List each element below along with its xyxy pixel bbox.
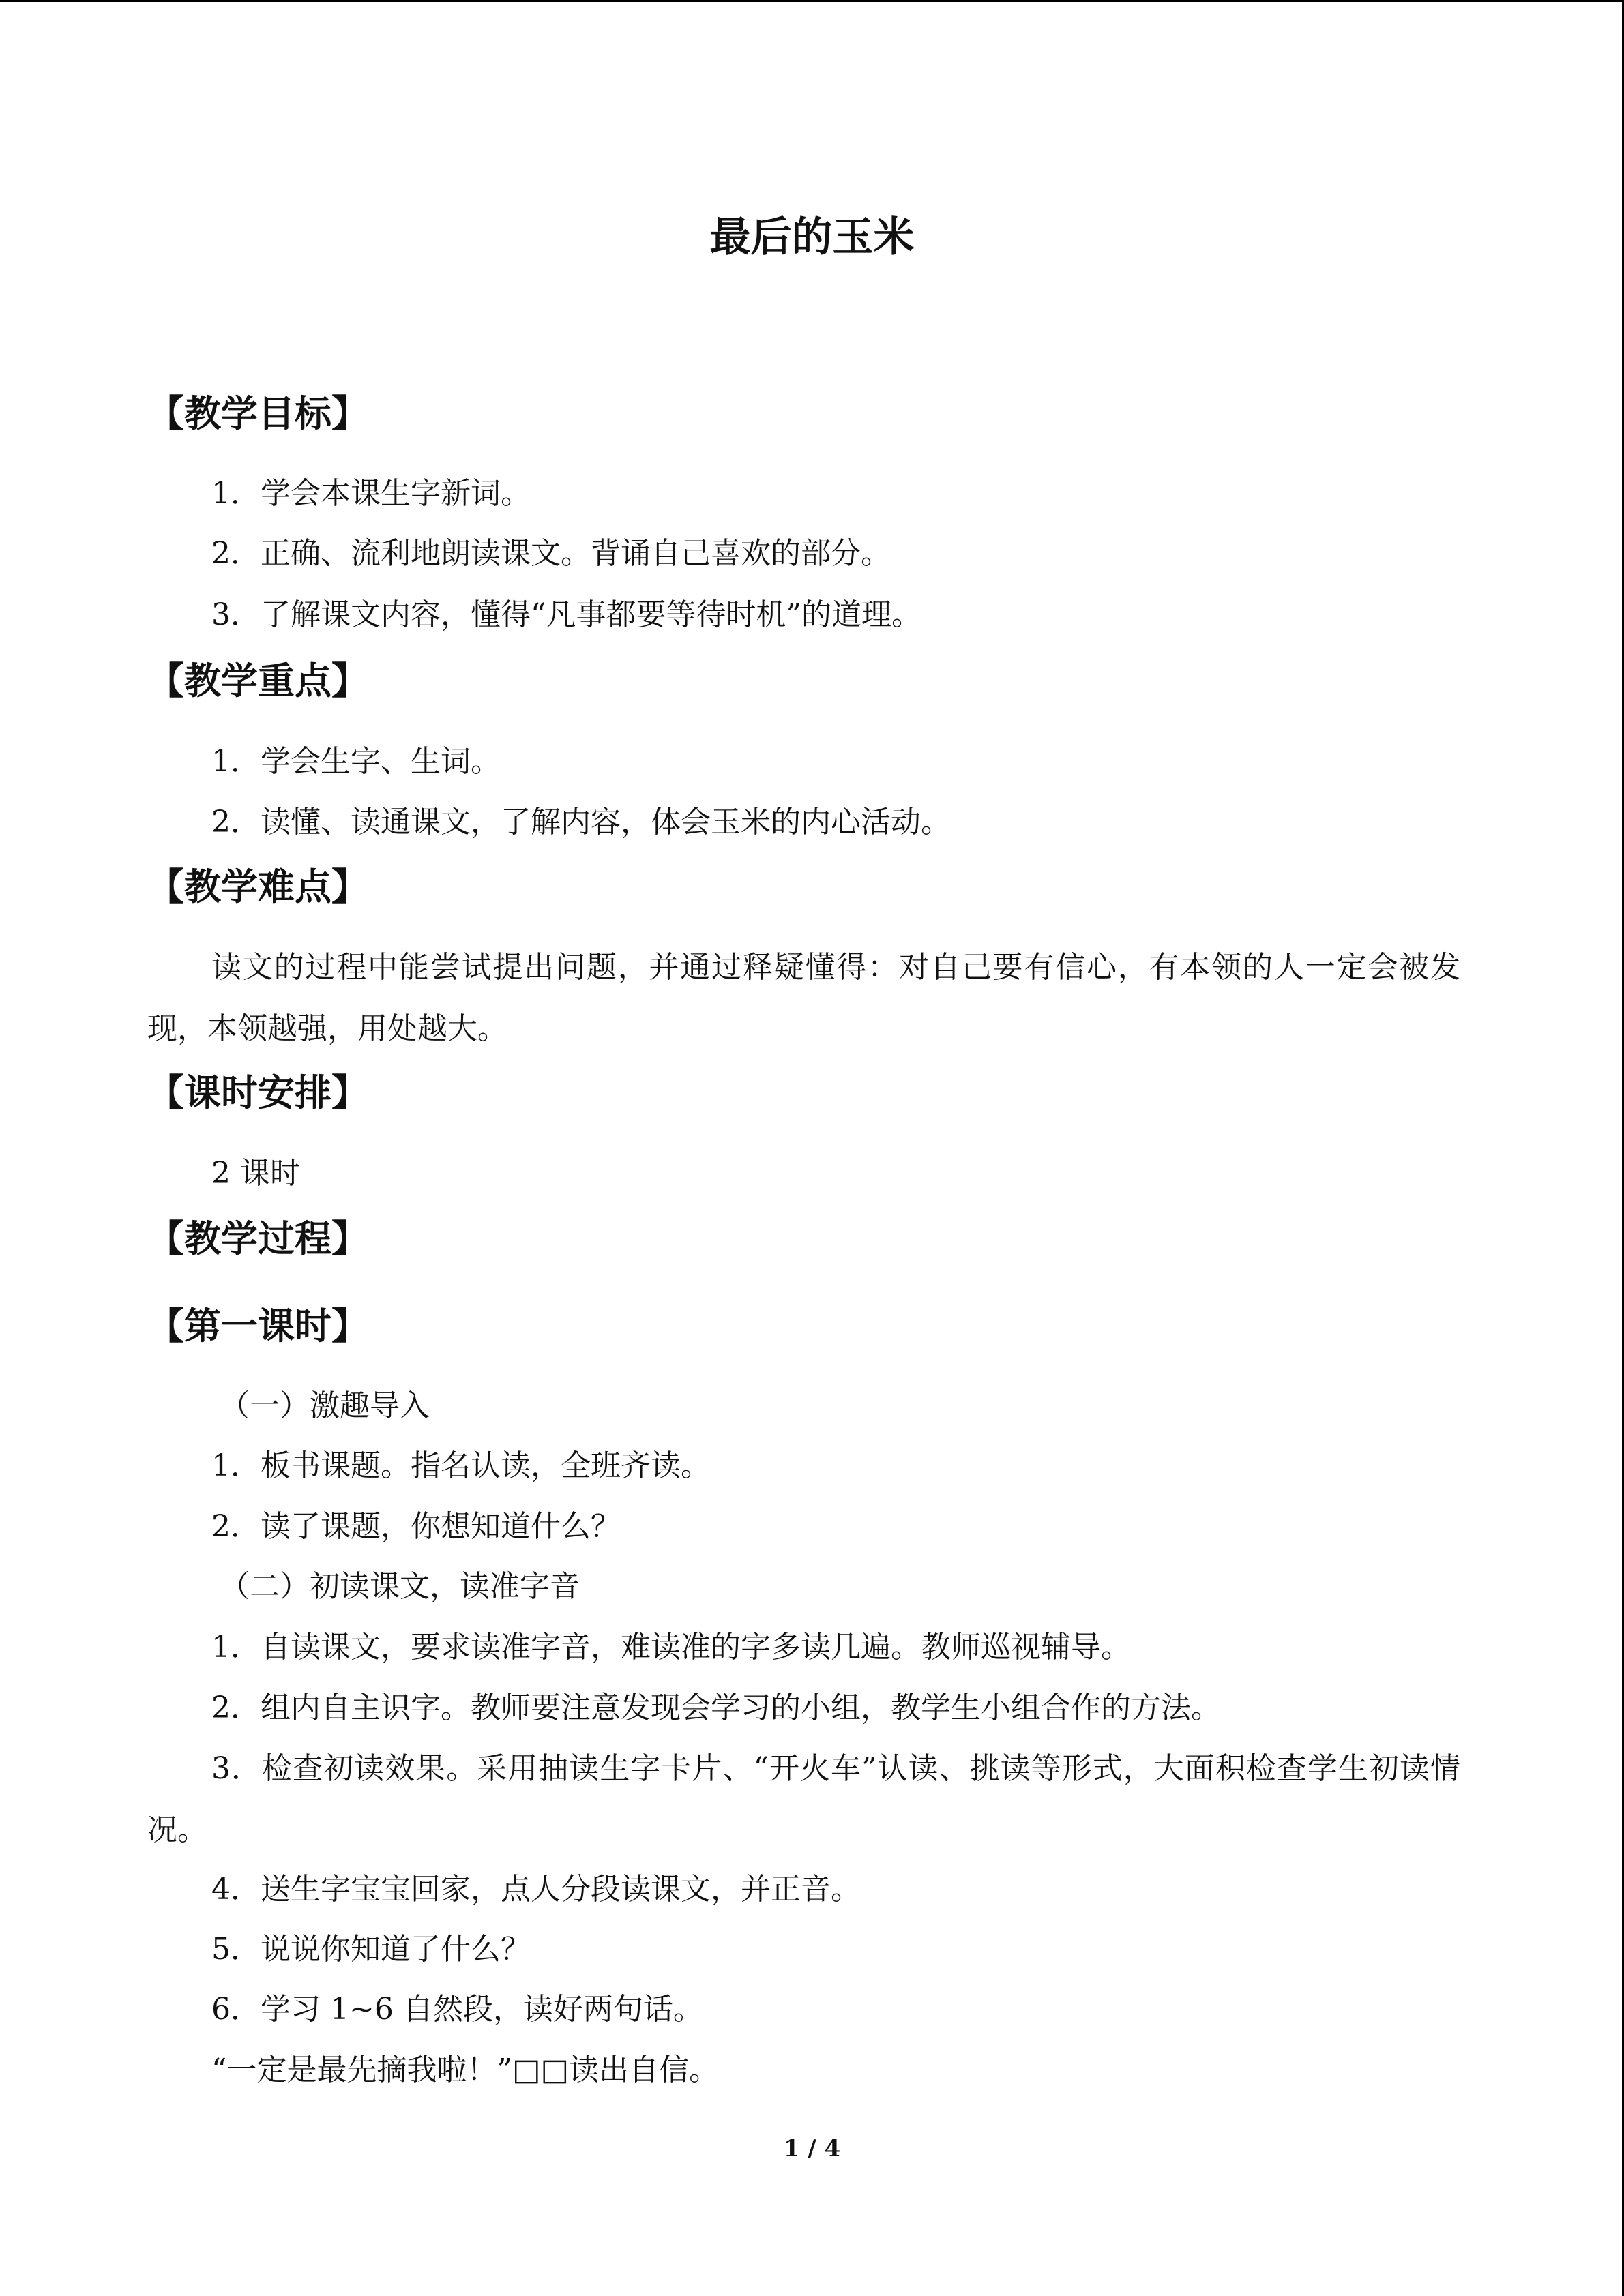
difficulties-paragraph: 读文的过程中能尝试提出问题，并通过释疑懂得：对自己要有信心，有本领的人一定会被发现，本领越强，用处越大。 <box>147 950 1460 1046</box>
key-point-item: 1．学会生字、生词。 <box>211 744 501 779</box>
heading-process: 【教学过程】 <box>147 1217 368 1260</box>
heading-key-points: 【教学重点】 <box>147 659 368 702</box>
objective-item: 2．正确、流利地朗读课文。背诵自己喜欢的部分。 <box>211 536 891 571</box>
lesson-item: 4．送生字宝宝回家，点人分段读课文，并正音。 <box>211 1872 861 1907</box>
heading-objectives: 【教学目标】 <box>147 392 368 435</box>
lesson-item: 2．组内自主识字。教师要注意发现会学习的小组，教学生小组合作的方法。 <box>211 1690 1221 1725</box>
lesson-item: 2．读了课题，你想知道什么？ <box>211 1509 621 1544</box>
page-number: 1 / 4 <box>783 2135 841 2162</box>
heading-lesson-one: 【第一课时】 <box>147 1304 368 1347</box>
quote-line: “一定是最先摘我啦！”□□读出自信。 <box>211 2053 720 2087</box>
lesson-item: 1．自读课文，要求读准字音，难读准的字多读几遍。教师巡视辅导。 <box>211 1630 1131 1665</box>
objective-item: 1．学会本课生字新词。 <box>211 476 531 511</box>
objective-item: 3．了解课文内容，懂得“凡事都要等待时机”的道理。 <box>211 597 921 632</box>
lesson-item: 5．说说你知道了什么？ <box>211 1932 531 1967</box>
schedule-text: 2 课时 <box>211 1156 300 1191</box>
subsection-title: （二）初读课文，读准字音 <box>220 1569 580 1604</box>
key-point-item: 2．读懂、读通课文，了解内容，体会玉米的内心活动。 <box>211 805 951 839</box>
document-title: 最后的玉米 <box>709 213 915 261</box>
lesson-item: 1．板书课题。指名认读，全班齐读。 <box>211 1448 711 1483</box>
heading-schedule: 【课时安排】 <box>147 1071 368 1114</box>
subsection-title: （一）激趣导入 <box>220 1388 430 1423</box>
page-border-top <box>0 0 1624 2</box>
lesson-item-wrapped: 3．检查初读效果。采用抽读生字卡片、“开火车”认读、挑读等形式，大面积检查学生初读情况。 <box>147 1751 1460 1847</box>
lesson-item: 6．学习 1~6 自然段，读好两句话。 <box>211 1992 703 2027</box>
heading-difficulties: 【教学难点】 <box>147 865 368 908</box>
